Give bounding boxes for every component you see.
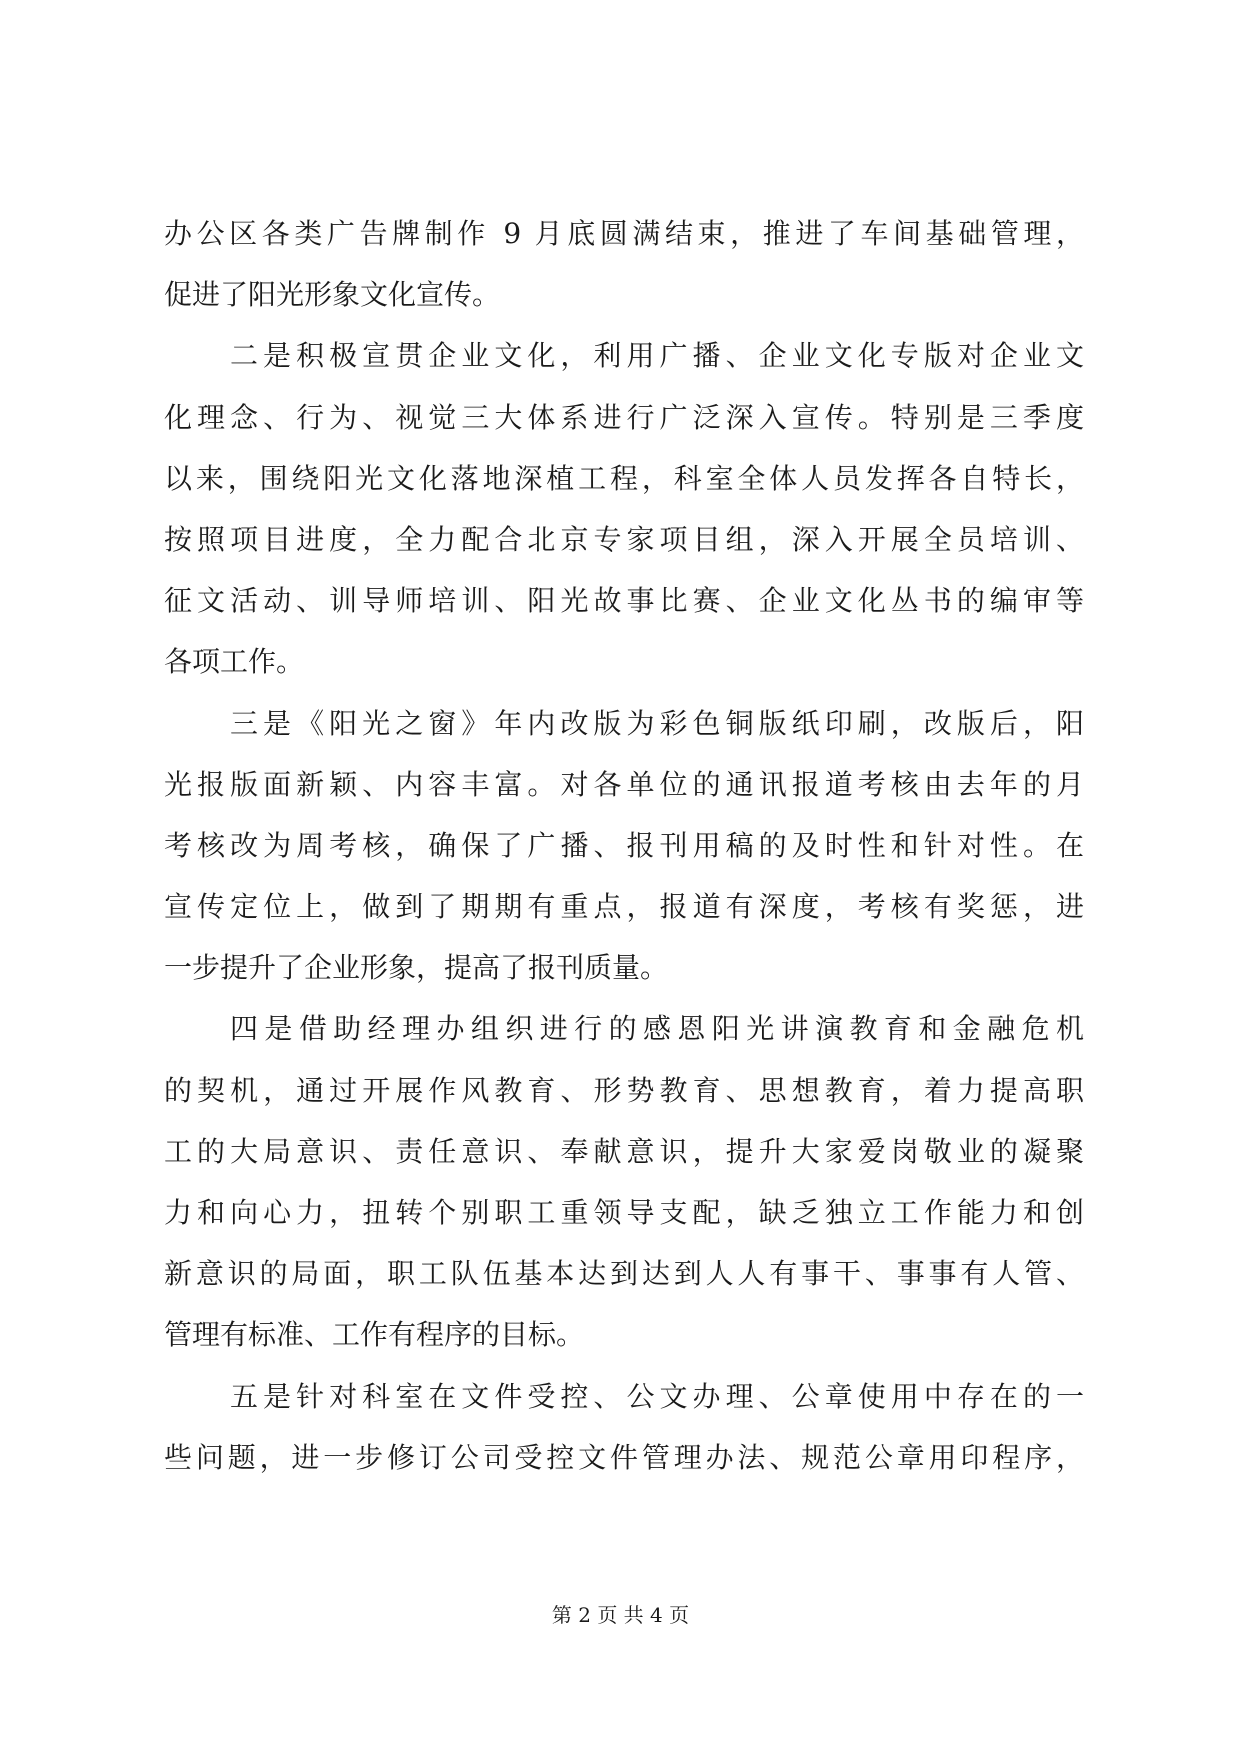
text-line: 化理念、行为、视觉三大体系进行广泛深入宣传。特别是三季度 xyxy=(164,400,1084,434)
text-line: 以来，围绕阳光文化落地深植工程，科室全体人员发挥各自特长， xyxy=(164,461,1084,495)
paragraph-first-line: 二是积极宣贯企业文化，利用广播、企业文化专版对企业文 xyxy=(230,339,1084,373)
text-line: 宣传定位上，做到了期期有重点，报道有深度，考核有奖惩，进 xyxy=(164,890,1084,924)
text-line: 管理有标准、工作有程序的目标。 xyxy=(164,1318,585,1352)
paragraph-first-line: 五是针对科室在文件受控、公文办理、公章使用中存在的一 xyxy=(230,1379,1084,1413)
text-line: 考核改为周考核，确保了广播、报刊用稿的及时性和针对性。在 xyxy=(164,828,1084,862)
paragraph-first-line: 四是借助经理办组织进行的感恩阳光讲演教育和金融危机 xyxy=(230,1012,1084,1046)
page-footer: 第 2 页 共 4 页 xyxy=(551,1603,690,1627)
text-line: 力和向心力，扭转个别职工重领导支配，缺乏独立工作能力和创 xyxy=(164,1196,1084,1229)
text-line: 各项工作。 xyxy=(164,645,305,679)
text-line: 些问题，进一步修订公司受控文件管理办法、规范公章用印程序， xyxy=(164,1440,1084,1474)
text-line: 的契机，通过开展作风教育、形势教育、思想教育，着力提高职 xyxy=(164,1073,1084,1107)
text-line: 一步提升了企业形象，提高了报刊质量。 xyxy=(164,951,669,985)
text-line: 办公区各类广告牌制作 9 月底圆满结束，推进了车间基础管理， xyxy=(164,217,1084,250)
document-body xyxy=(164,203,1084,1488)
text-line: 按照项目进度，全力配合北京专家项目组，深入开展全员培训、 xyxy=(164,522,1084,556)
text-line: 促进了阳光形象文化宣传。 xyxy=(164,278,501,312)
text-line: 光报版面新颖、内容丰富。对各单位的通讯报道考核由去年的月 xyxy=(164,767,1084,801)
text-line: 工的大局意识、责任意识、奉献意识，提升大家爱岗敬业的凝聚 xyxy=(164,1134,1084,1168)
paragraph-first-line: 三是《阳光之窗》年内改版为彩色铜版纸印刷，改版后，阳 xyxy=(230,706,1084,740)
text-line: 新意识的局面，职工队伍基本达到达到人人有事干、事事有人管、 xyxy=(164,1257,1084,1291)
text-line: 征文活动、训导师培训、阳光故事比赛、企业文化丛书的编审等 xyxy=(164,584,1084,618)
